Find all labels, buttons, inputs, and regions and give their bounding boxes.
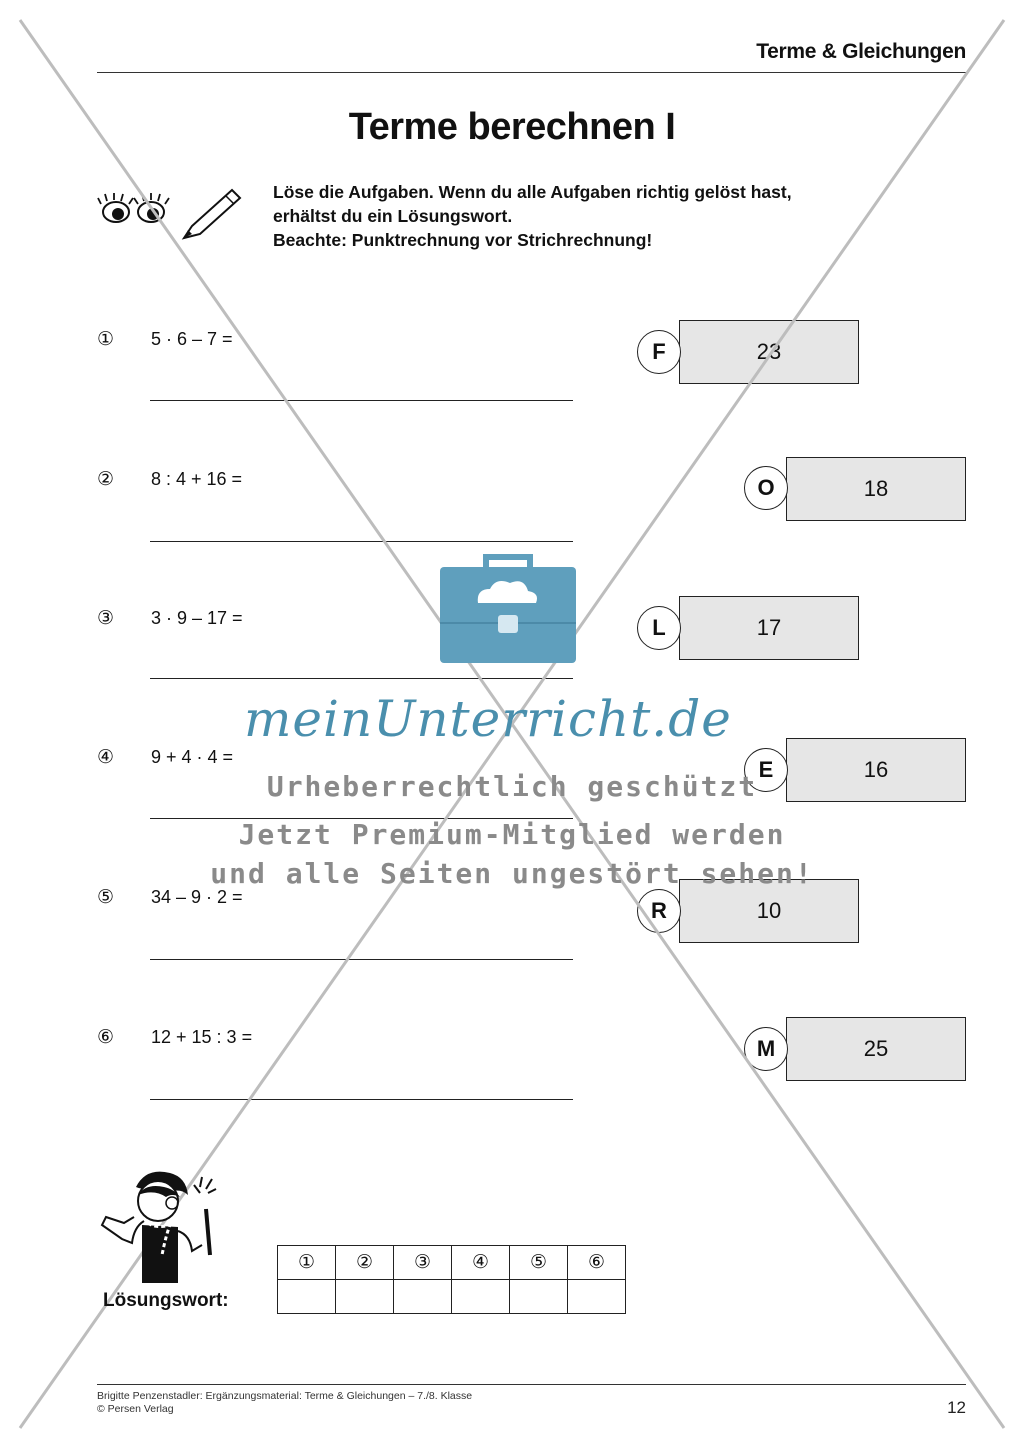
watermark-line: und alle Seiten ungestört sehen!: [210, 857, 814, 890]
briefcase-logo-icon: [438, 553, 578, 670]
task-expression: 8 : 4 + 16 =: [151, 469, 243, 489]
watermark-logo: meinUnterricht.de: [244, 690, 732, 748]
task-number: ⑥: [97, 1027, 115, 1048]
page-title: Terme berechnen I: [348, 106, 676, 148]
task-expression: 9 + 4 · 4 =: [151, 747, 234, 767]
instruction-line: erhältst du ein Lösungswort.: [273, 206, 513, 226]
solution-header-cell: ⑤: [510, 1246, 568, 1280]
task-number: ④: [97, 747, 115, 768]
page-number: 12: [947, 1398, 966, 1417]
card-letter-badge: R: [637, 889, 681, 933]
task-number: ③: [97, 608, 115, 629]
task-expression: 5 · 6 – 7 =: [151, 329, 233, 349]
watermark-line: Urheberrechtlich geschützt: [266, 770, 758, 803]
task-expression: 3 · 9 – 17 =: [151, 608, 243, 628]
solution-answer-cell[interactable]: [278, 1280, 336, 1314]
card-letter-badge: M: [744, 1027, 788, 1071]
card-value: 17: [756, 615, 782, 640]
card-value: 16: [863, 757, 889, 782]
footer-line: Brigitte Penzenstadler: Ergänzungsmaterial: Terme & Gleichungen – 7./8. Klasse: [97, 1390, 473, 1402]
card-value: 10: [756, 898, 782, 923]
solution-label: Lösungswort:: [103, 1290, 229, 1311]
footer-line: © Persen Verlag: [97, 1403, 174, 1415]
solution-header-cell: ②: [336, 1246, 394, 1280]
task-number: ⑤: [97, 887, 115, 908]
solution-answer-cell[interactable]: [510, 1280, 568, 1314]
solution-header-cell: ③: [394, 1246, 452, 1280]
card-value: 23: [756, 339, 782, 364]
card-value: 25: [863, 1036, 889, 1061]
footer-credits: [97, 1390, 472, 1416]
card-letter-badge: O: [744, 466, 788, 510]
watermark-line: Jetzt Premium-Mitglied werden: [238, 818, 786, 851]
task-expression: 12 + 15 : 3 =: [151, 1027, 253, 1047]
instruction-line: Löse die Aufgaben. Wenn du alle Aufgaben richtig gelöst hast,: [273, 182, 792, 202]
solution-answer-cell[interactable]: [568, 1280, 626, 1314]
solution-answer-cell[interactable]: [452, 1280, 510, 1314]
footer-divider: [97, 1384, 966, 1385]
solution-answer-cell[interactable]: [394, 1280, 452, 1314]
solution-header-cell: ⑥: [568, 1246, 626, 1280]
header-title: Terme & Gleichungen: [756, 40, 966, 63]
task-expression: 34 – 9 · 2 =: [151, 887, 243, 907]
instruction-line: Beachte: Punktrechnung vor Strichrechnung!: [273, 230, 653, 250]
solution-header-cell: ①: [278, 1246, 336, 1280]
card-value: 18: [863, 476, 889, 501]
card-letter-badge: E: [744, 748, 788, 792]
solution-table: [277, 1245, 626, 1314]
task-number: ②: [97, 469, 115, 490]
card-letter-badge: F: [637, 330, 681, 374]
solution-answer-cell[interactable]: [336, 1280, 394, 1314]
solution-header-cell: ④: [452, 1246, 510, 1280]
cartoon-boy-icon: [98, 1165, 248, 1290]
task-number: ①: [97, 329, 115, 350]
card-letter-badge: L: [637, 606, 681, 650]
